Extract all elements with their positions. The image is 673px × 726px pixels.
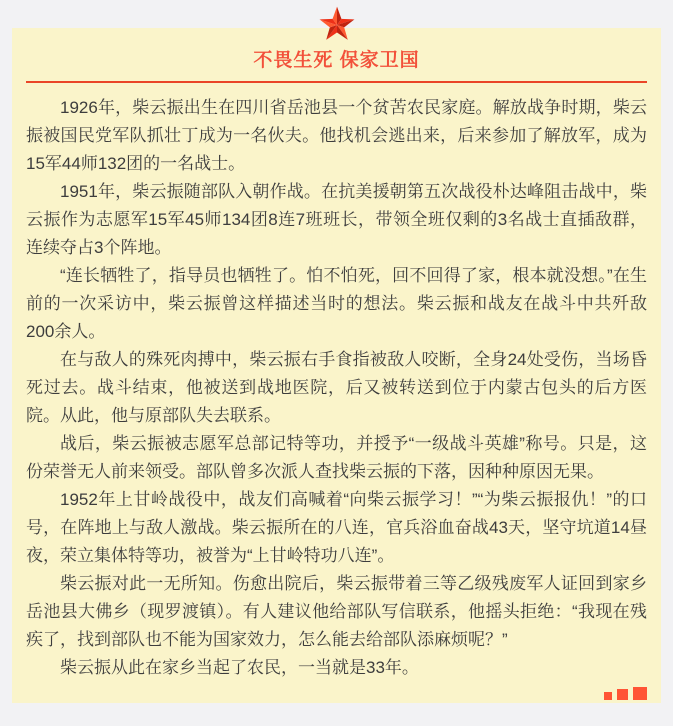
paragraph: 柴云振从此在家乡当起了农民，一当就是33年。 [60,658,419,677]
paragraph: 在与敌人的殊死肉搏中，柴云振右手食指被敌人咬断，全身24处受伤，当场昏死过去。战斗结束，他被送到战地医院，后又被转送到位于内蒙古包头的后方医院。从此，他与原部队失去联系。 [26,350,647,425]
paragraph: “连长牺牲了，指导员也牺牲了。怕不怕死，回不回得了家，根本就没想。”在生前的一次采访中，柴云振曾这样描述当时的想法。柴云振和战友在战斗中共歼敌200余人。 [26,266,647,341]
red-star-icon [316,4,358,46]
red-square-icon [633,687,647,700]
paragraph: 1951年，柴云振随部队入朝作战。在抗美援朝第五次战役朴达峰阻击战中，柴云振作为志愿军15军45师134团8连7班班长，带领全班仅剩的3名战士直插敌群，连续夺占3个阵地。 [26,182,647,257]
red-square-icon [617,689,628,700]
footer-decor-squares [604,687,647,700]
paragraph: 战后，柴云振被志愿军总部记特等功，并授予“一级战斗英雄”称号。只是，这份荣誉无人前来领受。部队曾多次派人查找柴云振的下落，因种种原因无果。 [26,434,647,481]
article-panel [12,28,661,703]
title-divider [26,81,647,83]
article-body [26,94,647,682]
paragraph: 1926年，柴云振出生在四川省岳池县一个贫苦农民家庭。解放战争时期，柴云振被国民党军队抓壮丁成为一名伙夫。他找机会逃出来，后来参加了解放军，成为15军44师132团的一名战士。 [26,98,647,173]
article-title: 不畏生死 保家卫国 [253,50,420,71]
paragraph: 1952年上甘岭战役中，战友们高喊着“向柴云振学习！”“为柴云振报仇！”的口号，在阵地上与敌人激战。柴云振所在的八连，官兵浴血奋战43天，坚守坑道14昼夜，荣立集体特等功，被誉为“上甘岭特功八连”。 [26,490,647,565]
paragraph: 柴云振对此一无所知。伤愈出院后，柴云振带着三等乙级残废军人证回到家乡岳池县大佛乡（现罗渡镇）。有人建议他给部队写信联系，他摇头拒绝：“我现在残疾了，找到部队也不能为国家效力，怎么能去给部队添麻烦呢？” [26,574,647,649]
red-square-icon [604,692,612,700]
